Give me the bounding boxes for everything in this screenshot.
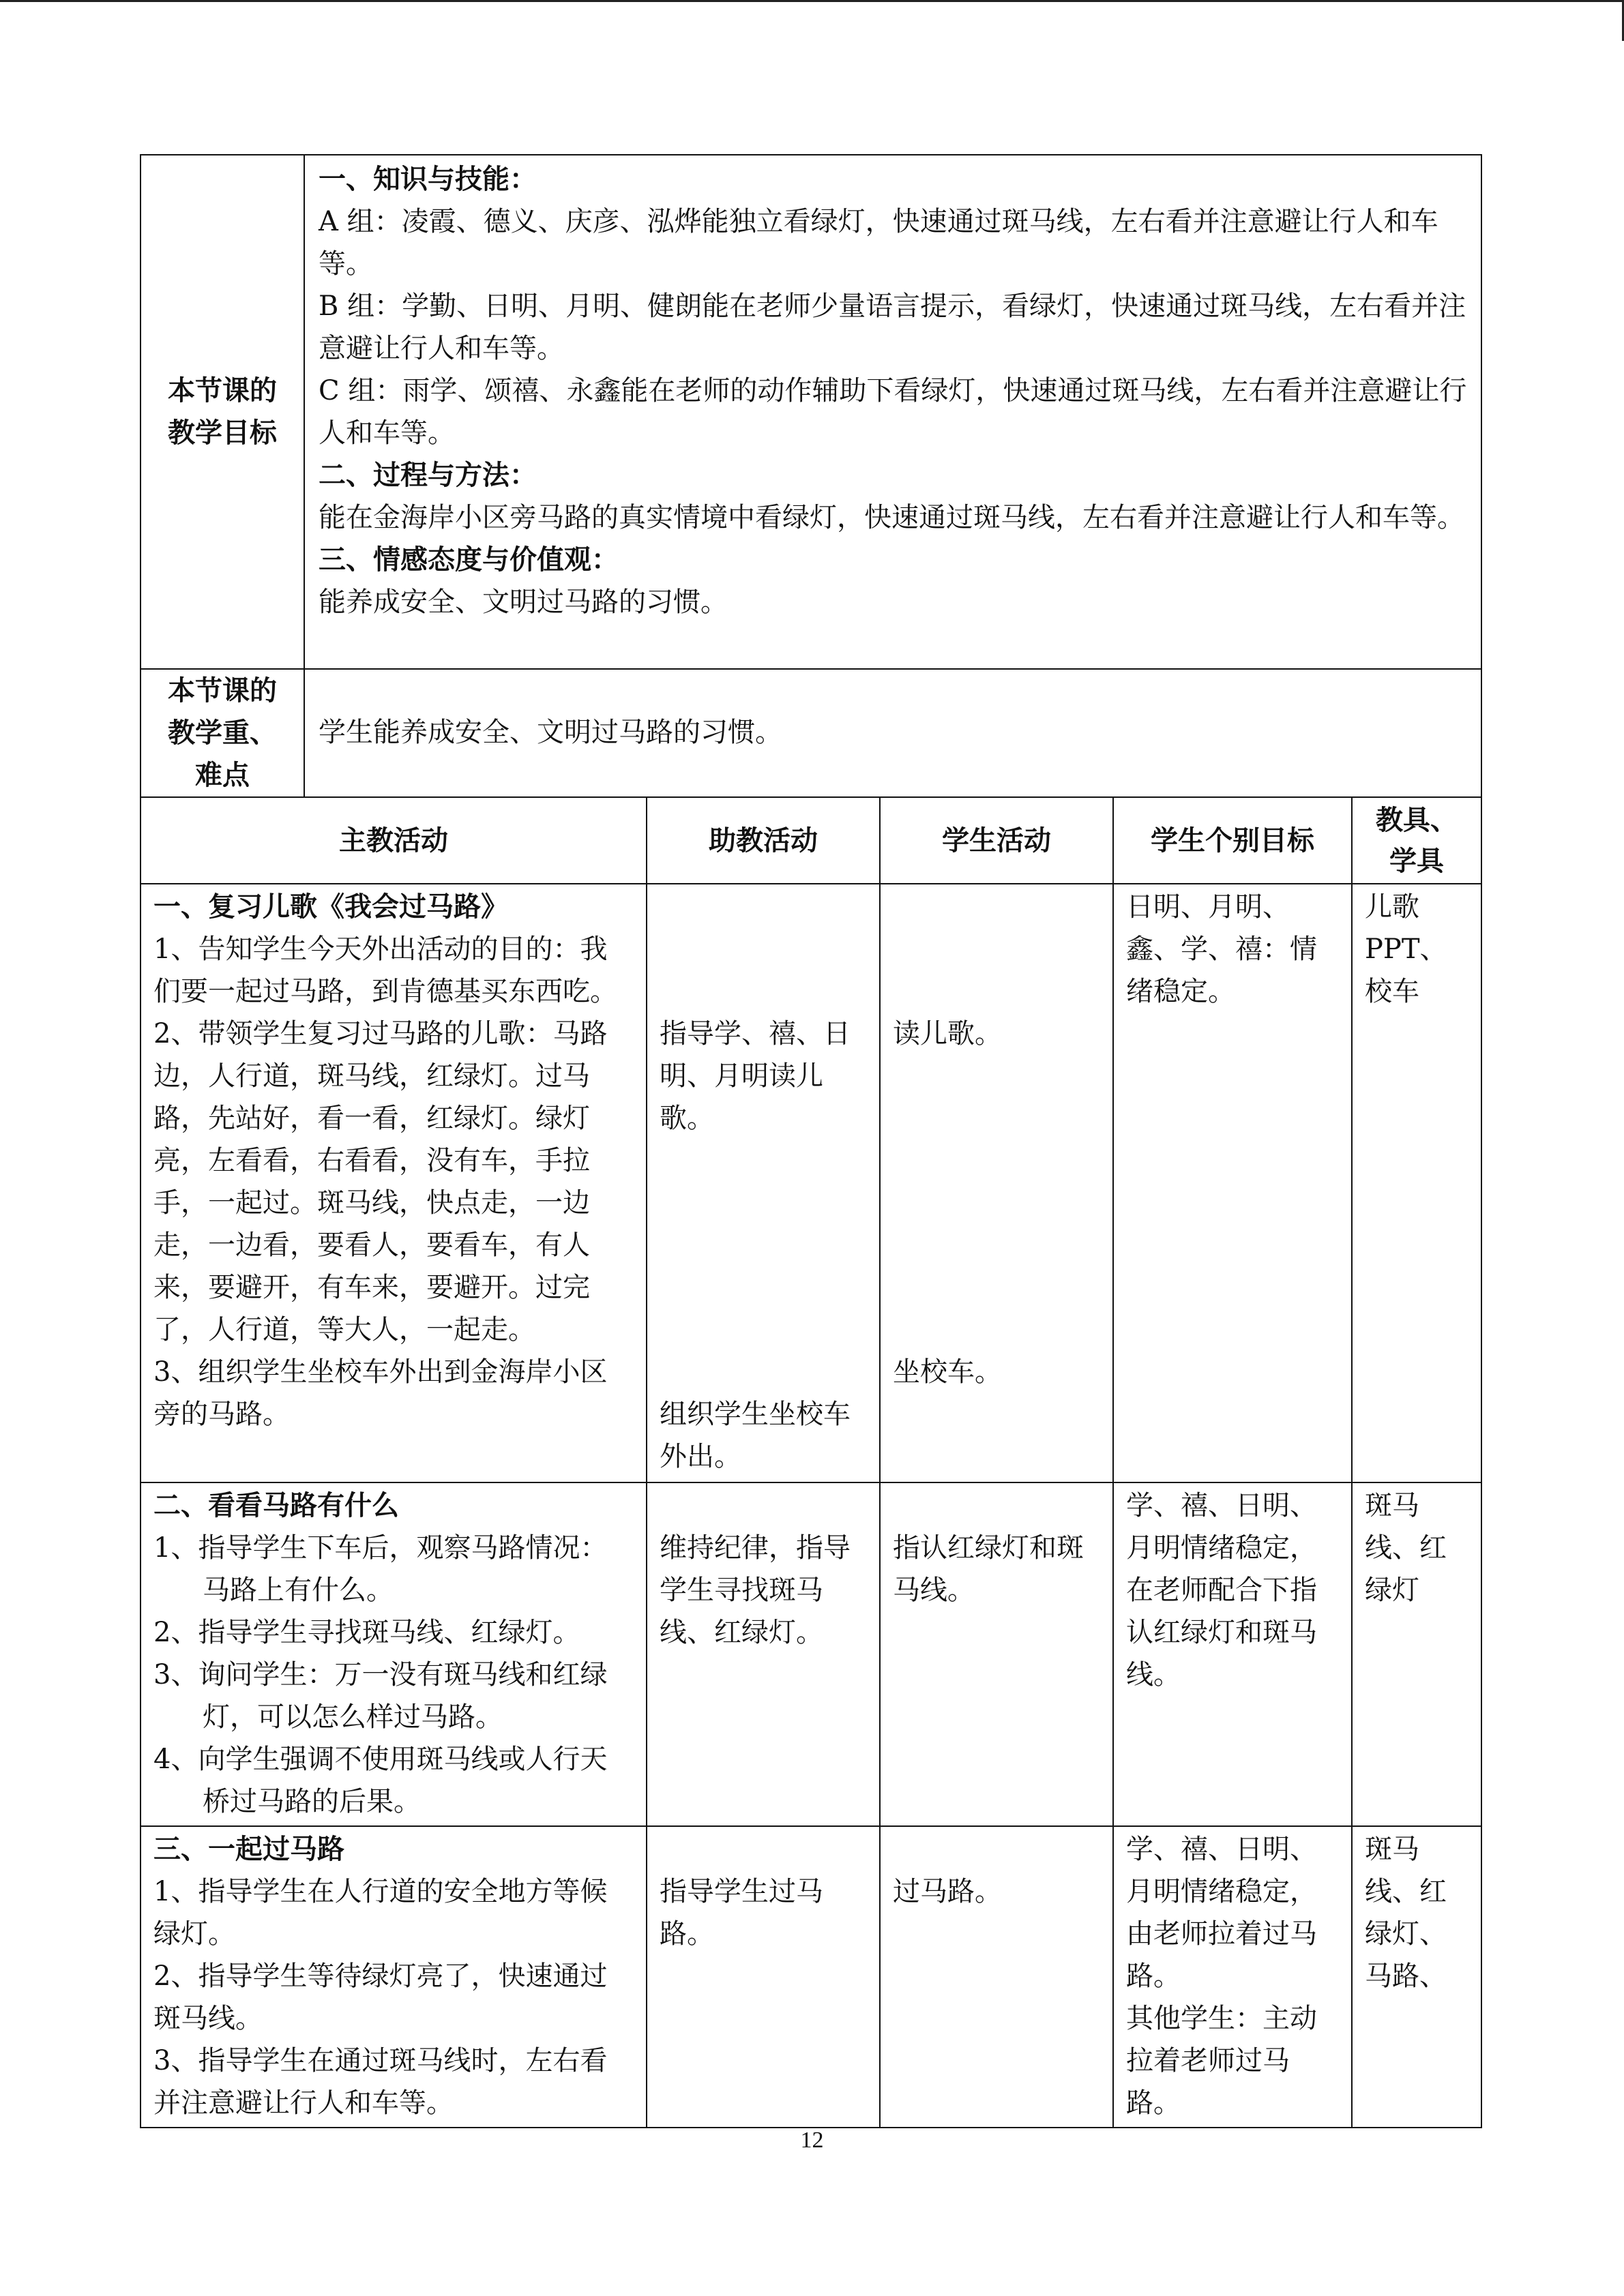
objective-heading-attitude: 三、情感态度与价值观： <box>319 544 619 576</box>
page-number: 12 <box>800 2128 824 2153</box>
section1-tools-text: 儿歌PPT、校车 <box>1365 891 1447 1007</box>
header-student: 学生活动 <box>880 797 1113 884</box>
section1-step3: 3、组织学生坐校车外出到金海岸小区旁的马路。 <box>153 1356 608 1430</box>
keypoints-content <box>304 669 1481 797</box>
section1-goal-text: 日明、月明、鑫、学、禧：情绪稳定。 <box>1126 891 1317 1007</box>
page-top-border <box>0 0 1624 2</box>
section2-assist <box>647 1482 880 1826</box>
section1-step2: 2、带领学生复习过马路的儿歌：马路边，人行道，斑马线，红绿灯。过马路，先站好，看一看，红绿灯。绿灯亮，左看看，右看看，没有车，手拉手，一起过。斑马线，快点走，一边走，一边看，要看人，要看车，有人来，要避开，有车来，要避开。过完了，人行道，等大人，一起走。 <box>153 1018 608 1345</box>
section3-title: 三、一起过马路 <box>153 1834 344 1865</box>
section1-student-1: 读儿歌。 <box>893 1018 1002 1049</box>
table-row <box>141 1482 1481 1826</box>
section2-goal-text: 学、禧、日明、月明情绪稳定，在老师配合下指认红绿灯和斑马线。 <box>1126 1490 1317 1690</box>
keypoints-text: 学生能养成安全、文明过马路的习惯。 <box>319 717 782 748</box>
section2-assist-1: 维持纪律，指导学生寻找斑马线、红绿灯。 <box>660 1532 851 1648</box>
section2-step1: 1、指导学生下车后，观察马路情况：马路上有什么。 <box>153 1532 608 1606</box>
objective-group-a: A 组：凌霞、德义、庆彦、泓烨能独立看绿灯，快速通过斑马线，左右看并注意避让行人和车等。 <box>319 206 1438 280</box>
header-individual-goal: 学生个别目标 <box>1113 797 1352 884</box>
objectives-table <box>140 154 1482 798</box>
keypoints-label: 本节课的 教学重、 难点 <box>141 669 304 797</box>
header-main-teacher: 主教活动 <box>141 797 647 884</box>
objective-process-text: 能在金海岸小区旁马路的真实情境中看绿灯，快速通过斑马线，左右看并注意避让行人和车等。 <box>319 502 1464 533</box>
section1-title: 一、复习儿歌《我会过马路》 <box>153 891 508 923</box>
section2-step4: 4、向学生强调不使用斑马线或人行天桥过马路的后果。 <box>153 1744 608 1817</box>
section3-goal-text: 学、禧、日明、月明情绪稳定，由老师拉着过马路。 其他学生：主动拉着老师过马路。 <box>1126 1834 1317 2119</box>
section3-student <box>880 1826 1113 2128</box>
section2-tools <box>1352 1482 1481 1826</box>
section2-step3: 3、询问学生：万一没有斑马线和红绿灯，可以怎么样过马路。 <box>153 1659 608 1733</box>
table-row <box>141 1826 1481 2128</box>
section3-step1: 1、指导学生在人行道的安全地方等候绿灯。 <box>153 1876 608 1950</box>
section3-step3: 3、指导学生在通过斑马线时，左右看并注意避让行人和车等。 <box>153 2045 608 2119</box>
section1-assist-2: 组织学生坐校车外出。 <box>660 1399 851 1472</box>
section3-main <box>141 1826 647 2128</box>
activities-header-row <box>141 797 1481 884</box>
activities-table <box>140 796 1482 2128</box>
section3-tools <box>1352 1826 1481 2128</box>
keypoints-row <box>141 669 1481 797</box>
section1-student <box>880 884 1113 1482</box>
section1-assist-1: 指导学、禧、日明、月明读儿歌。 <box>660 1018 851 1134</box>
objectives-label: 本节课的 教学目标 <box>141 155 304 669</box>
section1-tools <box>1352 884 1481 1482</box>
section1-main <box>141 884 647 1482</box>
table-row <box>141 884 1481 1482</box>
section1-student-2: 坐校车。 <box>893 1356 1002 1388</box>
section3-student-1: 过马路。 <box>893 1876 1002 1907</box>
header-tools: 教具、 学具 <box>1352 797 1481 884</box>
section2-goal <box>1113 1482 1352 1826</box>
section2-student-1: 指认红绿灯和斑马线。 <box>893 1532 1084 1606</box>
section3-goal <box>1113 1826 1352 2128</box>
section1-step1: 1、告知学生今天外出活动的目的：我们要一起过马路，到肯德基买东西吃。 <box>153 934 617 1007</box>
section2-main <box>141 1482 647 1826</box>
section2-title: 二、看看马路有什么 <box>153 1490 399 1521</box>
section2-step2: 2、指导学生寻找斑马线、红绿灯。 <box>153 1617 580 1648</box>
objective-attitude-text: 能养成安全、文明过马路的习惯。 <box>319 586 728 618</box>
header-assistant: 助教活动 <box>647 797 880 884</box>
objective-group-c: C 组：雨学、颂禧、永鑫能在老师的动作辅助下看绿灯，快速通过斑马线，左右看并注意避让行人和车等。 <box>319 375 1467 449</box>
section2-tools-text: 斑马线、红绿灯 <box>1365 1490 1447 1606</box>
section3-assist-1: 指导学生过马路。 <box>660 1876 823 1950</box>
section1-goal <box>1113 884 1352 1482</box>
section3-assist <box>647 1826 880 2128</box>
objectives-row <box>141 155 1481 669</box>
section3-tools-text: 斑马线、红绿灯、马路、 <box>1365 1834 1447 1992</box>
objective-heading-process: 二、过程与方法： <box>319 460 537 491</box>
section2-student <box>880 1482 1113 1826</box>
objective-heading-knowledge: 一、知识与技能： <box>319 164 537 195</box>
section3-step2: 2、指导学生等待绿灯亮了，快速通过斑马线。 <box>153 1960 608 2034</box>
objective-group-b: B 组：学勤、日明、月明、健朗能在老师少量语言提示，看绿灯，快速通过斑马线，左右看并注意避让行人和车等。 <box>319 290 1466 364</box>
section1-assist <box>647 884 880 1482</box>
objectives-content <box>304 155 1481 669</box>
